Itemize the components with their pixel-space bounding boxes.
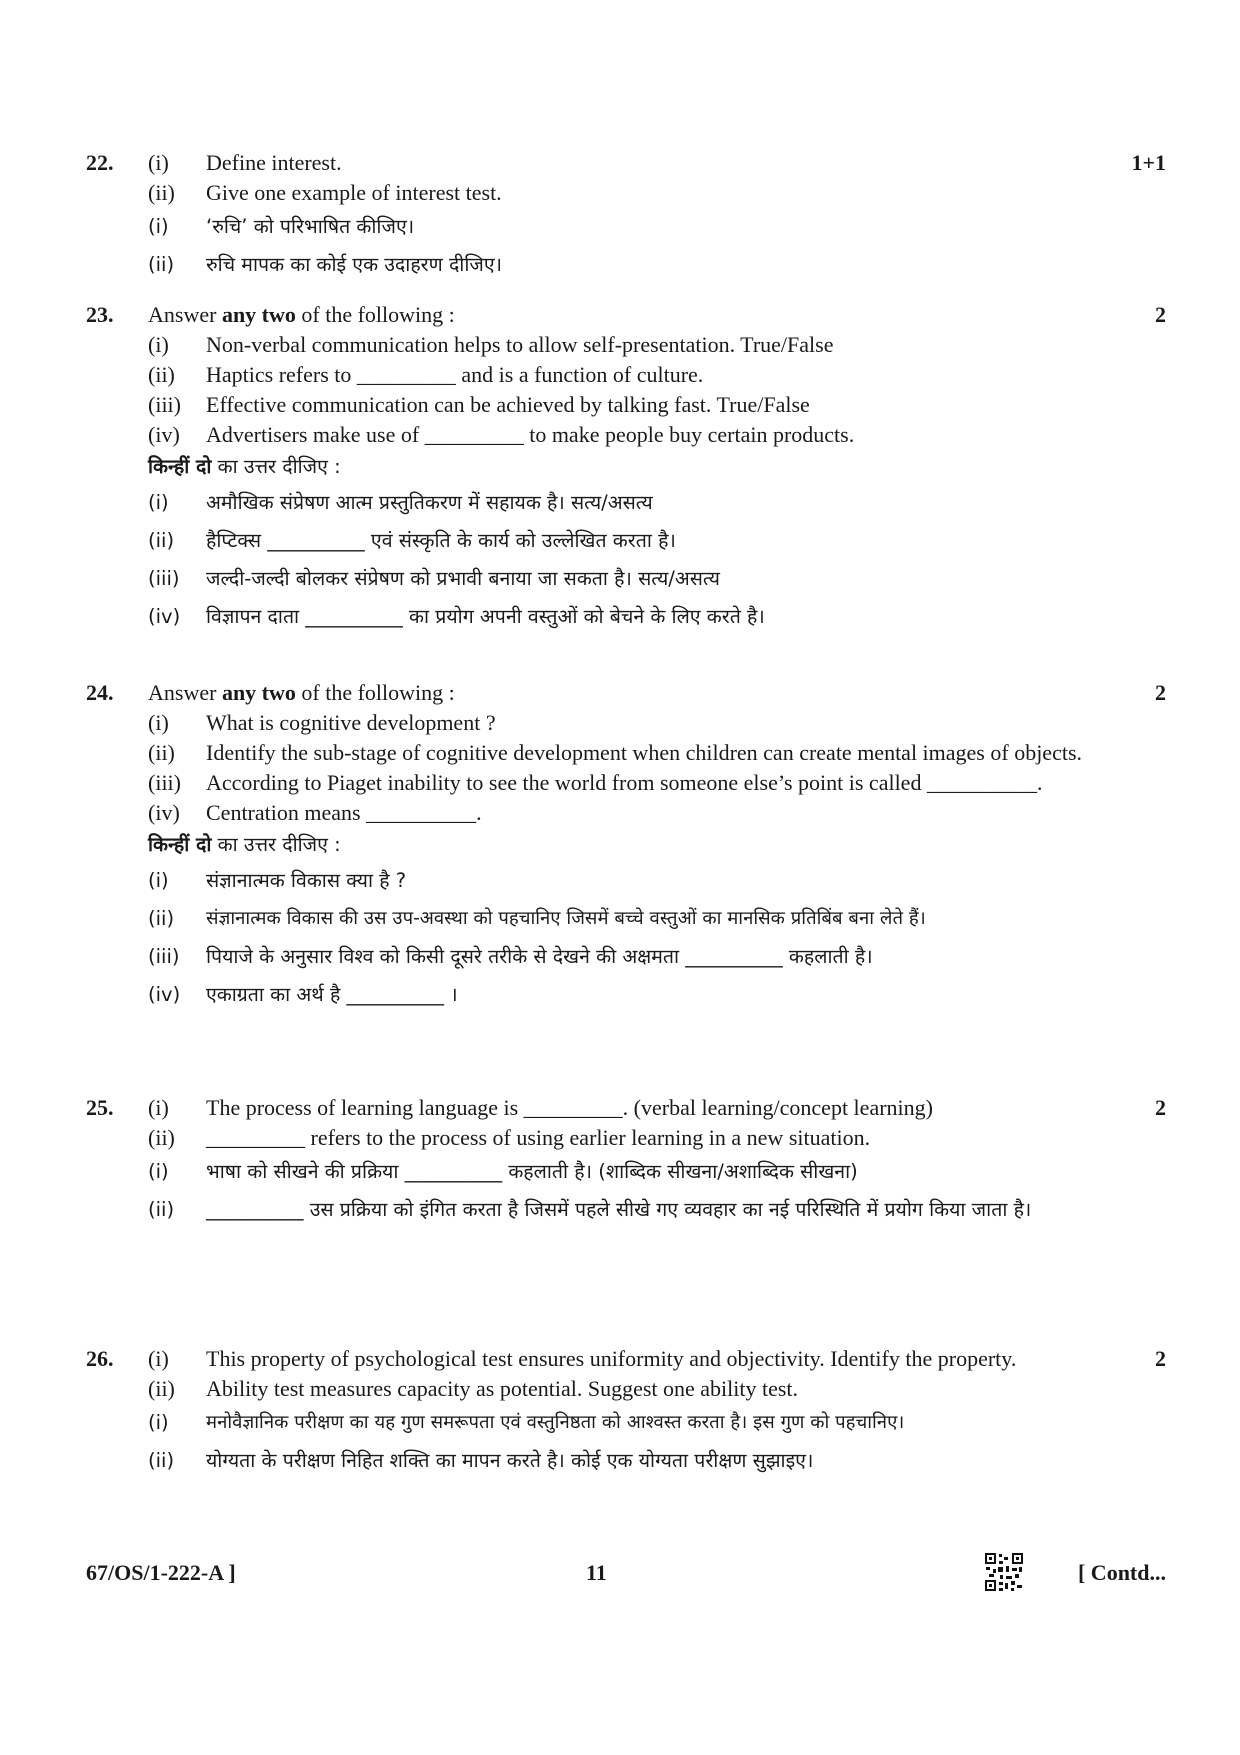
page-footer [86,1560,1166,1600]
question-instruction-hindi: किन्हीं दो का उत्तर दीजिए : [148,455,341,478]
sub-label: (iii) [148,945,180,968]
qr-code-icon [984,1552,1024,1592]
sub-label: (i) [148,1411,169,1434]
paper-code: 67/OS/1-222-A ] [86,1560,236,1585]
sub-label: (ii) [148,253,175,276]
sub-label: (iv) [148,422,180,447]
sub-question-text: Effective communication can be achieved by talking fast. True/False [206,392,810,417]
sub-label: (ii) [148,1125,175,1150]
sub-label: (i) [148,869,169,892]
sub-label: (i) [148,710,169,735]
marks: 2 [1155,1346,1166,1371]
question-number: 25. [86,1095,114,1120]
sub-question-text: Centration means __________. [206,800,482,825]
sub-question-text-hindi: अमौखिक संप्रेषण आत्म प्रस्तुतिकरण में सहायक है। सत्य/असत्य [206,491,653,514]
sub-question-text-hindi: संज्ञानात्मक विकास क्या है ? [206,869,407,892]
sub-question-text: Ability test measures capacity as potential. Suggest one ability test. [206,1376,799,1401]
question-instruction: Answer any two of the following : [148,680,455,705]
sub-question-text: What is cognitive development ? [206,710,496,735]
sub-question-text-hindi: __________ उस प्रक्रिया को इंगित करता है जिसमें पहले सीखे गए व्यवहार का नई परिस्थिति में प्रयोग किया जाता है। [206,1198,1032,1221]
sub-label: (ii) [148,362,175,387]
question-22 [86,148,1166,284]
sub-label: (i) [148,491,169,514]
question-25 [86,1093,1166,1229]
question-instruction: Answer any two of the following : [148,302,455,327]
sub-question-text-hindi: हैप्टिक्स __________ एवं संस्कृति के कार्य को उल्लेखित करता है। [206,529,676,552]
sub-question-text: Advertisers make use of _________ to make people buy certain products. [206,422,855,447]
sub-question-text-hindi: एकाग्रता का अर्थ है __________ । [206,983,458,1006]
sub-label: (iii) [148,392,181,417]
sub-label: (iv) [148,983,181,1006]
sub-question-text-hindi: संज्ञानात्मक विकास की उस उप-अवस्था को पहचानिए जिसमें बच्चे वस्तुओं का मानसिक प्रतिबिंब बना लेते हैं। [206,908,926,929]
sub-question-text-hindi: विज्ञापन दाता __________ का प्रयोग अपनी वस्तुओं को बेचने के लिए करते है। [206,605,765,628]
sub-question-text-hindi: योग्यता के परीक्षण निहित शक्ति का मापन करते है। कोई एक योग्यता परीक्षण सुझाइए। [206,1449,814,1472]
question-instruction-hindi: किन्हीं दो का उत्तर दीजिए : [148,833,341,856]
question-number: 23. [86,302,114,327]
question-24 [86,678,1166,1014]
page-number: 11 [586,1560,607,1585]
sub-label: (i) [148,1095,169,1120]
sub-question-text: Non-verbal communication helps to allow self-presentation. True/False [206,332,834,357]
sub-label: (iv) [148,800,180,825]
question-26 [86,1344,1166,1480]
sub-label: (iv) [148,605,181,628]
sub-label: (ii) [148,529,175,552]
sub-question-text: The process of learning language is _________. (verbal learning/concept learning) [206,1095,933,1120]
sub-question-text-hindi: मनोवैज्ञानिक परीक्षण का यह गुण समरूपता एवं वस्तुनिष्ठता को आश्वस्त करता है। इस गुण को पहचानिए। [206,1412,905,1433]
sub-label: (iii) [148,567,180,590]
sub-label: (ii) [148,1449,175,1472]
marks: 2 [1155,302,1166,327]
sub-question-text-hindi: रुचि मापक का कोई एक उदाहरण दीजिए। [206,253,503,276]
sub-question-text: This property of psychological test ensures uniformity and objectivity. Identify the property. [206,1346,1017,1371]
sub-label: (i) [148,1346,169,1371]
question-number: 26. [86,1346,114,1371]
sub-question-text: Haptics refers to _________ and is a function of culture. [206,362,704,387]
sub-label: (i) [148,215,169,238]
sub-question-text-hindi: ‘रुचि’ को परिभाषित कीजिए। [206,215,415,238]
sub-label: (ii) [148,740,175,765]
sub-label: (ii) [148,907,175,930]
marks: 1+1 [1131,150,1166,175]
sub-label: (i) [148,150,169,175]
sub-question-text: Give one example of interest test. [206,180,502,205]
question-number: 22. [86,150,114,175]
sub-question-text: Define interest. [206,150,342,175]
sub-label: (ii) [148,1376,175,1401]
sub-label: (i) [148,1160,169,1183]
sub-label: (iii) [148,770,181,795]
sub-question-text: _________ refers to the process of using earlier learning in a new situation. [206,1125,871,1150]
question-number: 24. [86,680,114,705]
marks: 2 [1155,680,1166,705]
question-23 [86,300,1166,636]
sub-question-text-hindi: जल्दी-जल्दी बोलकर संप्रेषण को प्रभावी बनाया जा सकता है। सत्य/असत्य [206,567,720,590]
sub-question-text: Identify the sub-stage of cognitive development when children can create mental images of objects. [206,740,1083,765]
sub-question-text: According to Piaget inability to see the world from someone else’s point is called __________. [206,770,1043,795]
sub-question-text-hindi: पियाजे के अनुसार विश्व को किसी दूसरे तरीके से देखने की अक्षमता __________ कहलाती है। [206,945,873,968]
marks: 2 [1155,1095,1166,1120]
sub-question-text-hindi: भाषा को सीखने की प्रक्रिया __________ कहलाती है। (शाब्दिक सीखना/अशाब्दिक सीखना) [206,1160,858,1183]
sub-label: (i) [148,332,169,357]
continued-marker: [ Contd... [1077,1560,1166,1585]
sub-label: (ii) [148,180,175,205]
sub-label: (ii) [148,1198,175,1221]
